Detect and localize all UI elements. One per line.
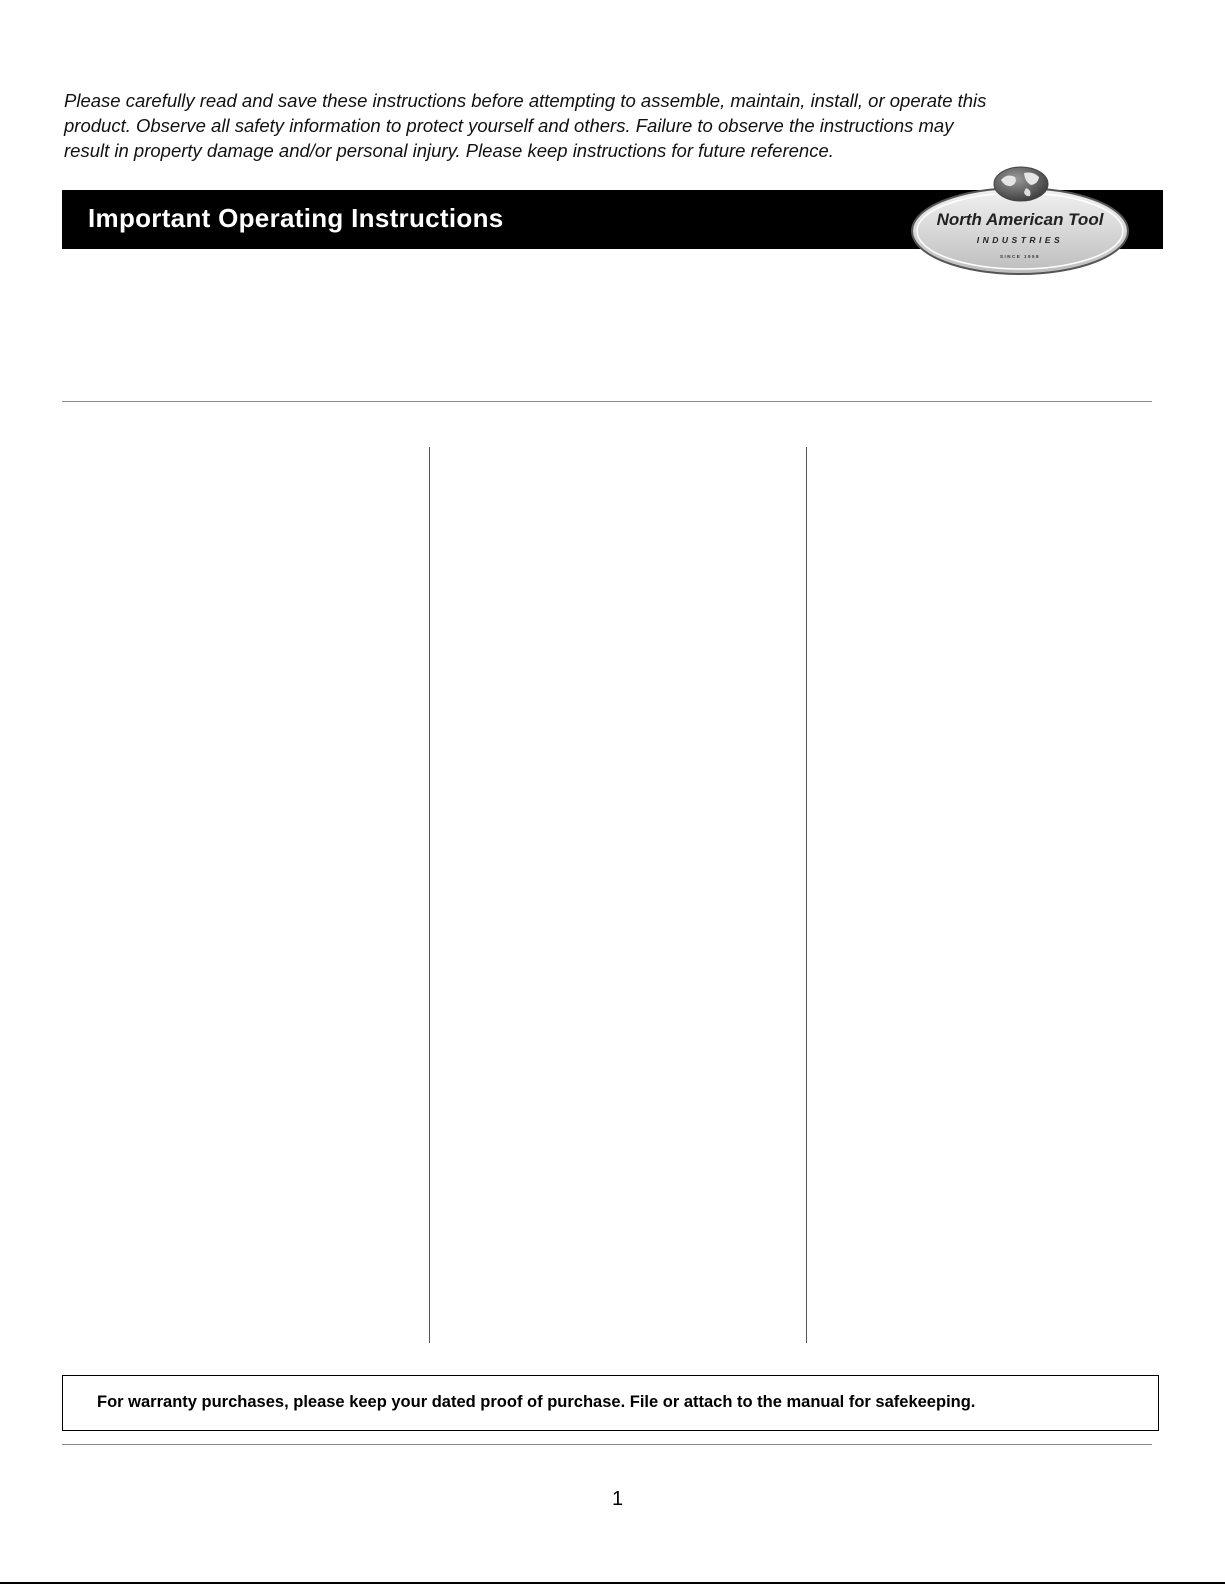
page-edge (0, 1582, 1225, 1584)
globe-icon (994, 167, 1048, 201)
column-divider (429, 447, 430, 1343)
svg-text:INDUSTRIES: INDUSTRIES (976, 235, 1064, 245)
page-number: 1 (612, 1488, 624, 1510)
column-divider (806, 447, 807, 1343)
intro-line: Please carefully read and save these instructions before attempting to assemble, maintain, install, or operate this (64, 90, 987, 111)
intro-paragraph (64, 88, 1144, 163)
page-title: Important Operating Instructions (88, 203, 504, 233)
company-logo (908, 163, 1133, 278)
footer-divider (62, 1444, 1152, 1445)
warranty-notice (62, 1375, 1159, 1431)
intro-line: result in property damage and/or personal injury. Please keep instructions for future reference. (64, 140, 834, 161)
svg-text:SINCE 1958: SINCE 1958 (999, 254, 1041, 259)
section-divider (62, 401, 1152, 402)
warranty-text: For warranty purchases, please keep your dated proof of purchase. File or attach to the manual for safekeeping. (97, 1393, 976, 1411)
svg-text:North American Tool: North American Tool (936, 210, 1104, 229)
intro-line: product. Observe all safety information to protect yourself and others. Failure to observe the instructions may (64, 115, 954, 136)
